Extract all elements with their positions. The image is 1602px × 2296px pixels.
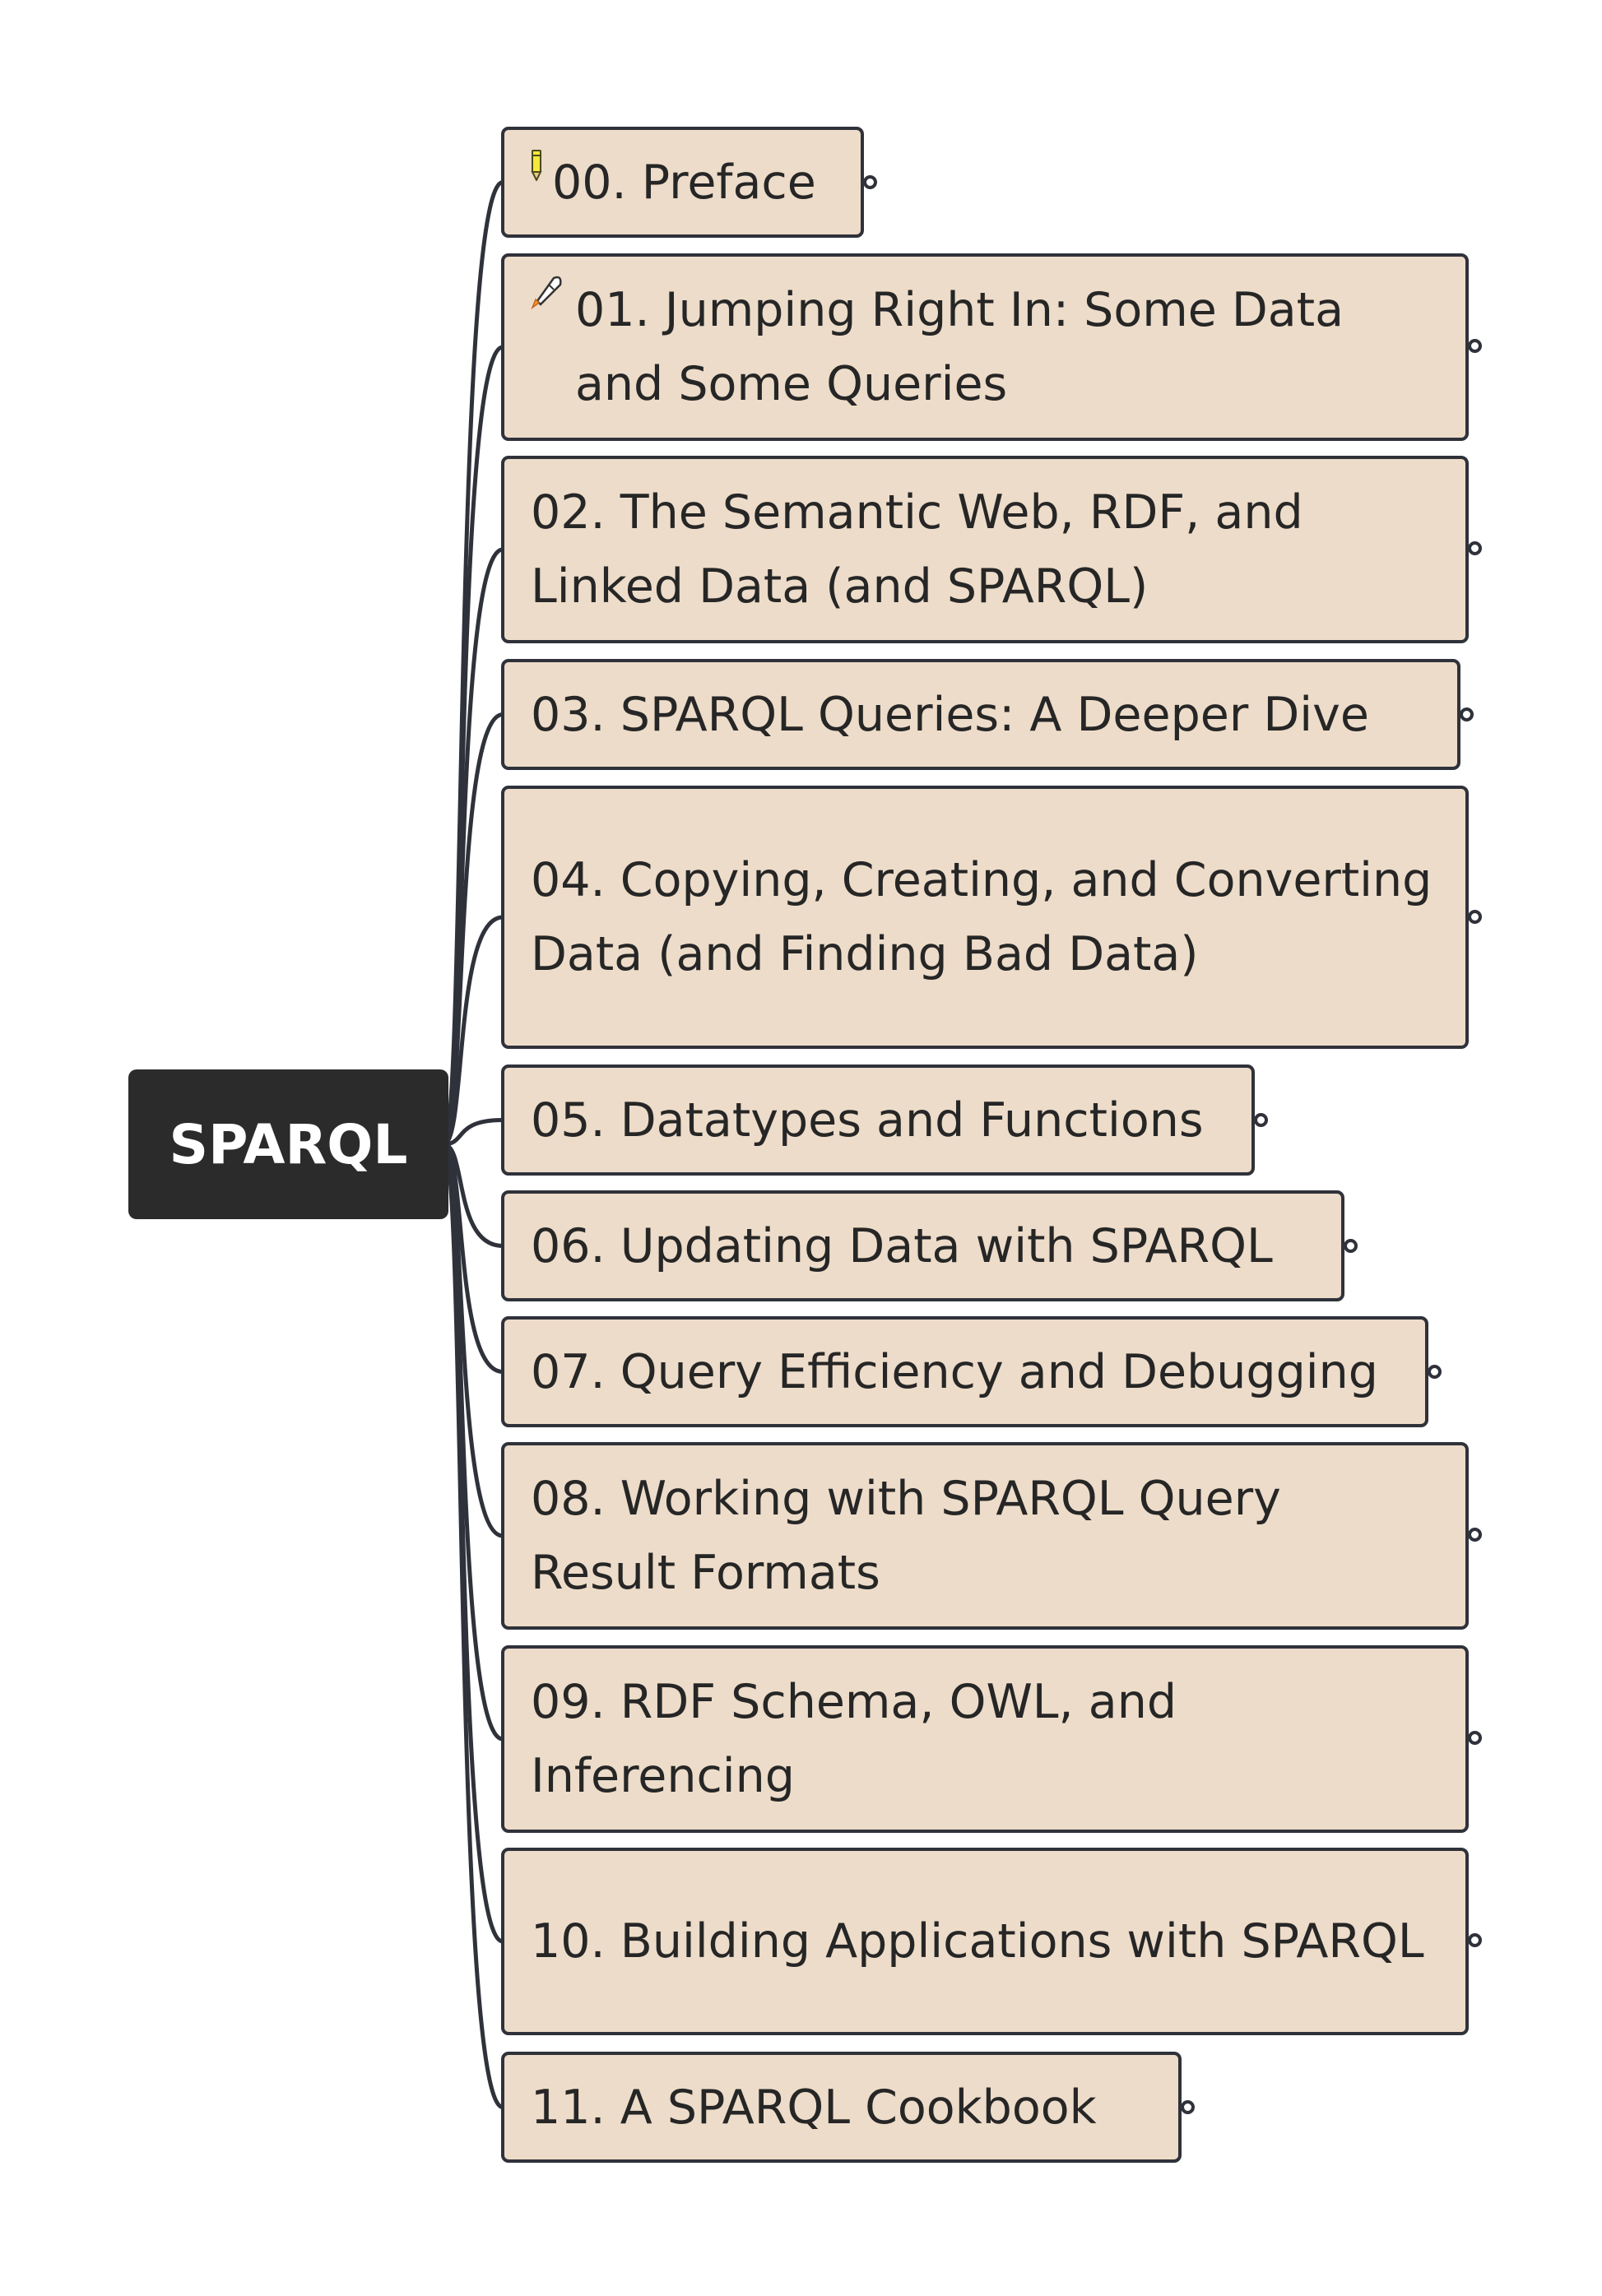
- collapse-toggle-03[interactable]: [1460, 707, 1474, 721]
- topic-01-jumping-right-in[interactable]: [501, 253, 1469, 441]
- topic-label: 04. Copying, Creating, and Converting Data (and Finding Bad Data): [531, 853, 1433, 981]
- topic-label: 08. Working with SPARQL Query Result Formats: [531, 1472, 1281, 1600]
- topic-label: 02. The Semantic Web, RDF, and Linked Data (and SPARQL): [531, 485, 1303, 614]
- collapse-toggle-00[interactable]: [863, 175, 877, 189]
- collapse-toggle-01[interactable]: [1468, 339, 1482, 353]
- topic-07-query-efficiency[interactable]: [501, 1316, 1428, 1427]
- collapse-toggle-07[interactable]: [1428, 1365, 1442, 1379]
- topic-label: 09. RDF Schema, OWL, and Inferencing: [531, 1675, 1177, 1803]
- connector-line-01: [443, 347, 503, 1144]
- topic-11-sparql-cookbook[interactable]: [501, 2052, 1182, 2163]
- topic-10-building-applications[interactable]: [501, 1848, 1469, 2035]
- connector-line-10: [443, 1144, 503, 1941]
- topic-label: 11. A SPARQL Cookbook: [531, 2080, 1097, 2135]
- topic-label: 00. Preface: [552, 155, 816, 210]
- topic-03-sparql-queries[interactable]: [501, 659, 1460, 770]
- topic-label: 07. Query Efficiency and Debugging: [531, 1344, 1378, 1399]
- topic-09-rdf-schema[interactable]: [501, 1645, 1469, 1833]
- topic-00-preface[interactable]: [501, 127, 864, 238]
- topic-label: 05. Datatypes and Functions: [531, 1092, 1204, 1148]
- topic-label: 10. Building Applications with SPARQL: [531, 1914, 1424, 1969]
- topic-label: 03. SPARQL Queries: A Deeper Dive: [531, 687, 1369, 742]
- topic-05-datatypes[interactable]: [501, 1065, 1255, 1176]
- pencil-icon: [531, 150, 542, 181]
- topic-02-semantic-web[interactable]: [501, 456, 1469, 643]
- collapse-toggle-02[interactable]: [1468, 541, 1482, 555]
- root-node-sparql[interactable]: [128, 1069, 448, 1219]
- topic-label: 06. Updating Data with SPARQL: [531, 1218, 1273, 1273]
- collapse-toggle-05[interactable]: [1254, 1113, 1268, 1127]
- collapse-toggle-06[interactable]: [1344, 1239, 1358, 1253]
- collapse-toggle-09[interactable]: [1468, 1731, 1482, 1745]
- collapse-toggle-08[interactable]: [1468, 1528, 1482, 1542]
- rocket-icon: [529, 273, 565, 309]
- topic-08-result-formats[interactable]: [501, 1442, 1469, 1630]
- collapse-toggle-04[interactable]: [1468, 910, 1482, 924]
- topic-label: 01. Jumping Right In: Some Data and Some Queries: [575, 283, 1344, 411]
- collapse-toggle-10[interactable]: [1468, 1933, 1482, 1947]
- topic-06-updating-data[interactable]: [501, 1190, 1344, 1301]
- collapse-toggle-11[interactable]: [1181, 2100, 1195, 2114]
- root-node-label: SPARQL: [169, 1112, 408, 1176]
- topic-04-copying-creating[interactable]: [501, 786, 1469, 1049]
